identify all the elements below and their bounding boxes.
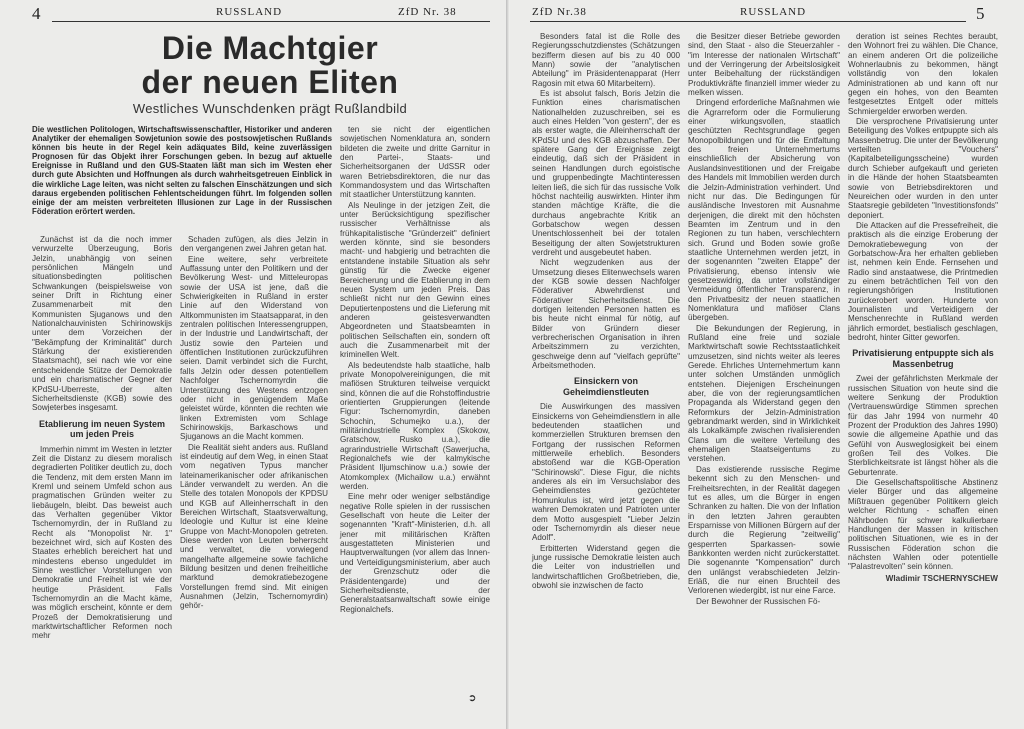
header-rule (530, 21, 966, 22)
subheading: Privatisierung entpuppte sich als Massenbetrug (852, 348, 994, 369)
paragraph: Die versprochene Privatisierung unter Beteiligung des Volkes entpuppte sich als Massenbetrug. Die unter der Bevölkerung verteilten "Vouchers" (Kapitalbeteiligungsscheine) wurden durch Schieber aufgekauft und gerieten in die Hände der hohen Staatsbeamten sowie von Betriebsdirektoren und Neureichen oder wurden in den unter Staatsregie gebildeten "Investitionsfonds" deponiert. (848, 117, 998, 220)
paragraph: Zunächst ist da die noch immer verwurzelte Überzeugung, Boris Jelzin, unabhängig von seinen persönlichen Mängeln und situationsbedingten politischen Schwankungen (beispielsweise von seiner Drift in Richtung einer Zusammenarbeit mit den Kommunisten Sjuganows und den Nationalchauvinisten Schirinowskijs unter dem Vorzeichen der "Bekämpfung der Kriminalität" durch Stärkung der existierenden Staatsmacht), sei nach wie vor eine entscheidende Stütze der Demokratie und ein charismatischer Gegner der KPdSU-Uberreste, der alten Sicherheitsdienste (KGB) sowie des Sowjeterbes insgesamt. (32, 235, 172, 413)
article-title-line1: Die Machtgier (161, 30, 379, 66)
article-subtitle: Westliches Wunschdenken prägt Rußlandbild (132, 101, 408, 116)
paragraph: Besonders fatal ist die Rolle des Regierungsschutzdienstes (Schätzungen bezifferm diesen auf bis zu 40 000 Mann) sowie der "analytischen Abteilung" im Präsidentenapparat (Herr Ragosin mit etwa 60 Mitarbeitern). (532, 32, 680, 88)
running-header-issue: ZfD Nr. 38 (398, 6, 457, 18)
paragraph: Es ist absolut falsch, Boris Jelzin die Funktion eines charismatischen Nationalhelden zuzuschreiben, sei es auch eines Helden "von gestern", der es als erster wagte, die Alleinherrschaft der KPdSU und des KGB abzuschaffen. Der spätere Gang der Ereignisse zeigt eindeutig, daß sich der Präsident in seinen Handlungen durch egoistische und gruppenbedingte Machtinteressen leiten ließ, die sich für das russische Volk höchst nachteilig auswirkten. Hinter ihm standen mächtige Kräfte, die die durchaus angebrachte Kritik an Gorbatschow wegen dessen Unentschlossenheit bei der totalen Beseitigung der alten Sowjetstrukturen verdreht und ausgebeutet haben. (532, 89, 680, 257)
left-page (0, 0, 508, 729)
left-column-1 (32, 235, 172, 642)
left-column-2 (180, 235, 328, 612)
paragraph: Der Bewohner der Russischen Fö- (696, 596, 821, 606)
article-lede: Die westlichen Politologen, Wirtschaftswissenschaftler, Historiker und anderen Analytiker der ehemaligen Sowjetunion sowie des postsowjetischen Rußlands können bis heute in der Regel kein adäquates Bild, keine zuverlässigen Prognosen für das Objekt ihrer Forschungen geben. In bezug auf aktuelle Ereignisse in Rußland und den GUS-Staaten läßt man sich im Westen eher durch gute Absichten und Hoffnungen als durch wahrheitsgetreuen Einblick in die wirkliche Lage leiten, was nicht selten zu falschen Einschätzungen und sich daraus ergebenden politischen Fehlentscheidungen führt. Im folgenden sollen einige der am meisten verbreiteten Illusionen zur Lage in der Russischen Föderation erörtert werden. (32, 125, 332, 216)
page-number: 5 (976, 4, 985, 23)
paragraph: Die Attacken auf die Pressefreiheit, die praktisch als die einzige Eroberung der Demokratiebewegung von der Gorbatschow-Ära her erhalten geblieben ist, nehmen kein Ende. Fernsehen und Radio sind anstaatwese, die Printmedien zu einem beträchtlichen Teil von den regierungshörigen Institutionen zurückerobert worden. Hunderte von Journalisten und Verteidigern der Menschenrechte in Rußland werden jährlich ermordet, bestialisch geschlagen, bedroht, hinter Gitter geworfen. (848, 220, 998, 342)
paragraph: Schaden zufügen, als dies Jelzin in den vergangenen zwei Jahren getan hat. (180, 235, 328, 254)
paragraph: Die Auswirkungen des massiven Einsickerns von Geheimdienstlern in alle bedeutenden staatlichen und kommerziellen Strukturen bremsen den Fortgang der russischen Reformen mittlerweile erheblich. Besonders abstoßend war die KGB-Operation "Schirinowski". Diese Figur, die nichts anderes als ein im Versuchslabor des Geheimdienstes gezüchteter Homunkulus ist, wird jetzt gegen die wahren Demokraten und Patrioten unter dem Motto ausgespielt "Lieber Jelzin oder Tschernomyrdin als dieser neue Adolf". (532, 402, 680, 543)
running-header-issue: ZfD Nr.38 (532, 6, 587, 18)
running-header-section: RUSSLAND (740, 6, 807, 18)
header-rule (52, 21, 490, 22)
page-number: 4 (32, 4, 41, 23)
paragraph: die Besitzer dieser Betriebe geworden sind, den Staat - also die Steuerzahler - "im Interesse der nationalen Wirtschaft" und der Verringerung der Arbeitslosigkeit unter Beibehaltung der rückständigen Produktivkräfte finanziell immer wieder zu melken wissen. (688, 32, 840, 98)
paragraph: ten sie nicht der eigentlichen sowjetischen Nomenklatura an, sondern bildeten die zweite und dritte Garnitur in den Partei-, Staats- und Sicherheitsorganen der UdSSR oder waren Betriebsdirektoren, die nur das Kommandosystem und das Wirtschaften mit staatlicher Unterstützung kannten. (340, 125, 490, 200)
subheading: Etablierung im neuen System um jeden Preis (38, 418, 166, 440)
paragraph: Als Neulinge in der jetzigen Zeit, die unter Berücksichtigung spezifischer russischer Verhältnisse als frühkapitalistische "Gründerzeit" definiert werden könnte, sind sie besonders macht- und habgierig und betrachten die entstandene instabile Situation als sehr günstig für die Zwecke eigener Bereicherung und die Etablierung in dem neuen System um jeden Preis. Das schließt nicht nur den Gewinn eines Deputiertenpostens und die Lieferung mit anderen geistesverwandten Abgeordneten und Staatsbeamten in politischen Seilschaften ein, sondern oft auch die Zusammenarbeit mit der kriminellen Welt. (340, 200, 490, 360)
author-byline: Wladimir TSCHERNYSCHEW (885, 573, 998, 583)
paragraph: Erbitterten Widerstand gegen die junge russische Demokratie leisten auch die Leiter von industriellen und landwirtschaftlichen Großbetrieben, die, obwohl sie inzwischen de facto (532, 543, 680, 590)
right-column-3 (848, 32, 998, 583)
paragraph: Die Realität sieht anders aus. Rußland ist eindeutig auf dem Weg, in einen Staat vom negativen Typus mancher lateinamerikanischer oder afrikanischen Länder verwandelt zu werden. An die Stelle des totalen Monopols der KPDSU und KGB auf Alleinherrschaft in den Bereichen Wirtschaft, Staatsverwaltung, Ideologie und Kultur ist eine kleine Gruppe von Macht-Monopolen getreten. Diese werden von Leuten beherrscht und verwaltet, die vorwiegend mangelhafte allgemeine sowie fachliche Bildung besitzen und denen freiheitliche marktund demokratiebezogene Vorstellungen fremd sind. Mit einigen Ausnahmen (Jelzin, Tschernomyrdin) gehör- (180, 442, 328, 611)
right-column-2 (688, 32, 840, 607)
paragraph: deration ist seines Rechtes beraubt, den Wohnort frei zu wählen. Die Chance, an einem anderen Ort die polizeiliche Wohnerlaubnis zu bekommen, hängt vollständig von den lokalen Administrationen ab und kann oft nur gegen ein hohes, von den Beamten festgesetztes Entgelt oder mittels Schmiergelder erworben werden. (848, 32, 998, 116)
running-header-section: RUSSLAND (216, 6, 283, 18)
paragraph: Die Bekundungen der Regierung, in Rußland eine freie und soziale Marktwirtschaft sowie Rechtsstaatlichkeit umzusetzen, sind nichts weiter als leeres Gerede. Ehrliches Unternehmertum kann unter solchen Umständen unmöglich entstehen. Diejenigen Erscheinungen aber, die von der regierungsamtlichen Propaganda als Widerstand gegen den Reformkurs der Jelzin-Administration gebrandmarkt werden, sind in Wirklichkeit als Lokalkämpfe zwischen rivalisierenden Clans um die weitere Verteilung des ehemaligen Staatseigentums zu verstehen. (688, 323, 840, 464)
paragraph: Eine weitere, sehr verbreitete Auffassung unter den Politikern und der Bevölkerung West- und Mitteleuropas sowie der USA ist jene, daß die Schwierigkeiten in Rußland in erster Linie auf den Widerstand von Altkommunisten im Staatsapparat, in den zentralen politischen Interessengruppen, in der Industrie und Landwirtschaft, der Justiz sowie den Parteien und öffentlichen Institutionen zurückzuführen seien. Damit verbindet sich die Furcht, falls Jelzin oder dessen potentiellem Nachfolger Tschernomyrdin die Unterstützung des Westens entzogen oder nicht in genügendem Maße geleistet würde, könnten die rechten wie linken Extremisten vom Schlage Schirinowskijs, Barkaschows und Sjuganows an die Macht kommen. (180, 254, 328, 442)
right-page (510, 0, 1024, 729)
paragraph: Zwei der gefährlichsten Merkmale der russischen Situation von heute sind die weitere Senkung der Produktion (Vertrauenswürdige Stimmen sprechen für das Jahr 1994 von nurmehr 40 Prozent der Produktion des Jahres 1990) sowie die allgemeine Apathie und das Gefühl von Ausweglosigkeit bei einem großen Teil des Volkes. Die Sterblichkeitsrate ist längst höher als die Geburtenrate. (848, 374, 998, 477)
subheading: Einsickern von Geheimdienstleuten (562, 376, 650, 397)
paragraph: Immerhin nimmt im Westen in letzter Zeit die Distanz zu diesem moralisch degradierten Politiker deutlich zu, doch die Tendenz, mit dem ersten Mann im Kreml und seinem Umfeld schon aus pragmatischen Gründen weiter zu liebäugeln, bleibt. Das beweist auch das Verhalten gegenüber Viktor Tschernomyrdin, der in Rußland zu Recht als "Monopolist Nr. 1" bezeichnet wird, sich auf Kosten des Staates erheblich bereichert hat und mindestens ebenso ungeduldet im Sinne westlicher Vorstellungen von Demokratie und Freiheit ist wie der heutige Präsident. Falls Tschernomyrdin an die Macht käme, was möglich erscheint, könnte er dem Prozeß der Demokratisierung und marktwirtschaftlicher Reformen noch mehr (32, 444, 172, 641)
right-column-1 (532, 32, 680, 591)
paragraph: Das existierende russische Regime bekennt sich zu den Menschen- und Freiheitsrechten, in der Realität dagegen tut es alles, um die Bürger in engen Schranken zu halten. Die von der Inflation in den letzten Jahren geraubten Ersparnisse von Millionen Bürgern auf der durch die Regierung "zeitweilig" gesperrten Sparkassen- sowie Bankkonten werden nicht zurückerstattet. Die sogenannte "Kompensation" durch den unlängst verabschiedeten Jelzin-Erläß, die nur einen Bruchteil des Verlorenen wiedergibt, ist nur eine Farce. (688, 464, 840, 596)
paragraph: Die Gesellschaftspolitische Abstinenz vieler Bürger und das allgemeine Mißtrauen gegenüber Politikern gleich welcher Richtung - schaffen einen Nährboden für schwer kalkulierbare Handlungen der Massen in kritischen politischen Situationen, wie es in der Russischen Föderation schon die nächsten Wahlen oder potentielle "Palastrevolten" sein können. (848, 478, 998, 572)
paragraph: Dringend erforderliche Maßnahmen wie die Agrarreform oder die Formulierung einer wirkungsvollen, staatlich geschützten Rechtsgrundlage gegen Monopolbildungen und für die Entfaltung des freien Unternehmertums einschließlich der Absicherung von Auslandsinvestitionen und der Freigabe des Handels mit Immobilien werden durch die Jelzin-Administration verhindert. Und nicht nur das. Die Bedingungen für ausländische Investoren mit Ausnahme derjenigen, die direkt mit den höchsten Beamten im Zentrum und in den Regionen zu tun haben, verschlechtern sich. Grund und Boden sowie große staatliche Unternehmen werden jetzt, in der sogenannten "zweiten Etappe" der Privatisierung, ebenso intensiv wie gesetzeswidrig, da unter vollständiger Vermeidung öffentlicher Transparenz, in den Privatbesitz der neuen staatlichen Nomenklatura und mafiöser Clans übergeben. (688, 98, 840, 323)
paragraph: Eine mehr oder weniger selbständige negative Rolle spielen in der russischen Gesellschaft von heute die Leiter der sogenannten "Kraft"-Ministerien, d.h. all jener mit militärischen Kräften ausgestatteten Ministerien und Hauptverwaltungen (vor allem das Innen- und Verteidigungsministerium, aber auch der Grenzschutz oder die Präsidentengarde) und der Sicherheitsdienste, der Generalstaatsanwaltschaft sowie einige Regionalchefs. (340, 492, 490, 614)
paragraph: Nicht wegzudenken aus der Umsetzung dieses Elitenwechsels waren der KGB sowie dessen Nachfolger Föderativer Abwehrdienst und Föderativer Sicherheitsdienst. Die dortigen leitenden Personen hatten es bis heute nicht einmal für nötig, auf Bilder von Gründern dieser verbrecherischen Organisation in ihren Arbeitszimmern zu verzichten, geschweige denn auf "vielfach geprüfte" Arbeitsmethoden. (532, 258, 680, 371)
article-title-line2: der neuen Eliten (141, 64, 399, 100)
paragraph: Als bedeutendste halb staatliche, halb private Monopolvereinigungen, die mit mafiösen Strukturen teilweise verquickt sind, können die auf die Rohstoffindustrie orientierten Gruppierungen (leitende Figur: Tschernomyrdin, daneben Schochin, Schumejko u.a.), der militärindustrielle Komplex (Skokow, Gratschow, Rusko u.a.), die agrarindustrielle Wirtschaft (Sawerjucha, Regionalchefs wie der kalmykische Präsident Iljumschinow u.a.) sowie der Atomkomplex (Michailow u.a.) erwähnt werden. (340, 360, 490, 492)
left-column-3 (340, 125, 490, 615)
continue-arrow-icon: ➲ (468, 693, 477, 704)
